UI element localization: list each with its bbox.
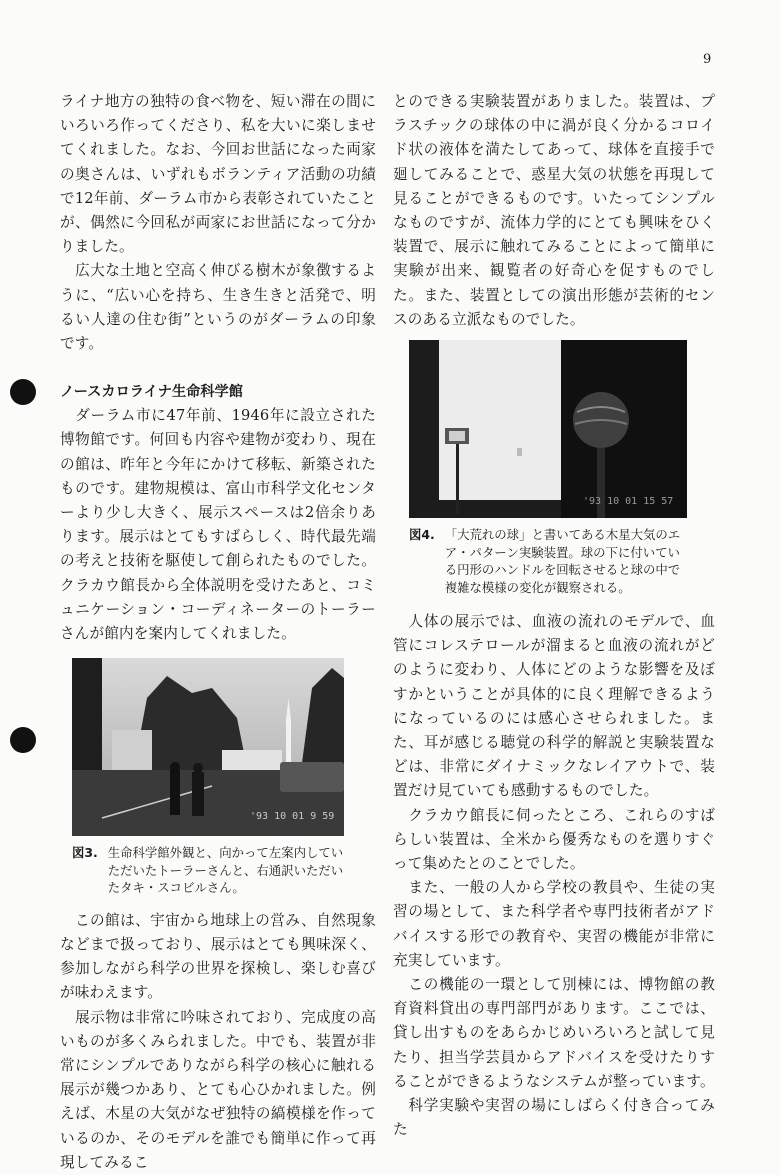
museum-exterior-photo: [72, 658, 344, 836]
section-heading: ノースカロライナ生命科学館: [60, 384, 243, 401]
paragraph: 広大な土地と空高く伸びる樹木が象徴するように、“広い心を持ち、生き生きと活発で、明るい人達の住む街”というのがダーラムの印象です。: [60, 262, 376, 353]
figure-4: [409, 340, 687, 596]
paragraph: ダーラム市に47年前、1946年に設立された博物館です。何回も内容や建物が変わり、現在の館は、昨年と今年にかけて移転、新築されたものです。建物規模は、富山市科学文化センターより少し大きく、展示スペースは2倍余りあります。展示はとてもすばらしく、時代最先端の考えと技術を駆使して創られたものでした。クラカウ館長から全体説明を受けたあと、コミュニケーション・コーディネーターのトーラーさんが館内を案内してくれました。: [60, 407, 376, 643]
paragraph: この機能の一環として別棟には、博物館の教育資料貸出の専門部門があります。ここでは、貸し出すものをあらかじめいろいろと試して見たり、担当学芸員からアドバイスを受けたりすることができるようなシステムが整っています。: [393, 976, 715, 1090]
figure-3-caption-text: 生命科学館外観と、向かって左案内していただいたトーラーさんと、右通訳いただいたタキ・スコビルさん。: [107, 845, 344, 896]
jupiter-exhibit-image: [409, 340, 687, 518]
figure-3: [72, 658, 346, 897]
figure-4-caption: [409, 526, 687, 596]
jupiter-exhibit-photo: [409, 340, 687, 518]
paragraph: クラカウ館長に伺ったところ、これらのすばらしい装置は、全米から優秀なものを選りすぐって集めたとのことでした。: [393, 806, 715, 873]
museum-exterior-image: [72, 658, 344, 836]
figure-4-label: 図4.: [409, 527, 435, 543]
photo-date-stamp: '93 10 01 15 57: [583, 496, 674, 508]
figure-3-label: 図3.: [72, 845, 98, 861]
paragraph: ライナ地方の独特の食べ物を、短い滞在の間にいろいろ作ってくださり、私を大いに楽しませてくれました。なお、今回お世話になった両家の奥さんは、いずれもボランティア活動の功績で12年前、ダーラム市から表彰されていたことが、偶然に今回私が両家にお世話になって分かりました。: [60, 93, 376, 256]
binder-hole-top: [10, 379, 36, 405]
paragraph: 科学実験や実習の場にしばらく付き合ってみた: [393, 1097, 715, 1139]
page-number: 9: [703, 52, 712, 67]
paragraph: また、一般の人から学校の教員や、生徒の実習の場として、また科学者や専門技術者がアドバイスする形での教育や、実習の機能が非常に充実しています。: [393, 879, 715, 969]
figure-4-caption-text: 「大荒れの球」と書いてある木星大気のエア・パターン実験装置。球の下に付いている円形のハンドルを回転させると球の中で複雑な模様の変化が観察される。: [444, 527, 681, 595]
paragraph: この館は、宇宙から地球上の営み、自然現象などまで扱っており、展示はとても興味深く、参加しながら科学の世界を探検し、楽しむ喜びが味わえます。: [60, 911, 376, 1002]
figure-3-caption: [72, 844, 346, 897]
paragraph: とのできる実験装置がありました。装置は、プラスチックの球体の中に渦が良く分かるコロイド状の液体を満たしてあって、球体を直接手で廻してみることで、惑星大気の状態を再現して見ることができるものです。いたってシンプルなものですが、流体力学的にとても興味をひく装置で、展示に触れてみることによって簡単に実験が出来、観覧者の好奇心を促すものでした。また、装置としての演出形態が芸術的センスのある立派なものでした。: [393, 93, 715, 328]
paragraph: 展示物は非常に吟味されており、完成度の高いものが多くみられました。中でも、装置が非常にシンプルでありながら科学の核心に触れる展示が幾つかあり、とても心ひかれました。例えば、木星の大気がなぜ独特の縞模様を作っているのか、そのモデルを誰でも簡単に作って再現してみるこ: [60, 1008, 376, 1171]
right-column: [393, 90, 715, 1143]
photo-date-stamp: '93 10 01 9 59: [250, 811, 335, 823]
binder-hole-bottom: [10, 727, 36, 753]
left-column: [60, 90, 376, 1175]
paragraph: 人体の展示では、血液の流れのモデルで、血管にコレステロールが溜まると血液の流れがどのように変わり、人体にどのような影響を及ぼすかということが具体的に良く理解できるようになっているのには感心させられました。また、耳が感じる聴覚の科学的解説と実験装置などは、非常にダイナミックなレイアウトで、装置だけ見ていても感動するものでした。: [393, 613, 715, 800]
